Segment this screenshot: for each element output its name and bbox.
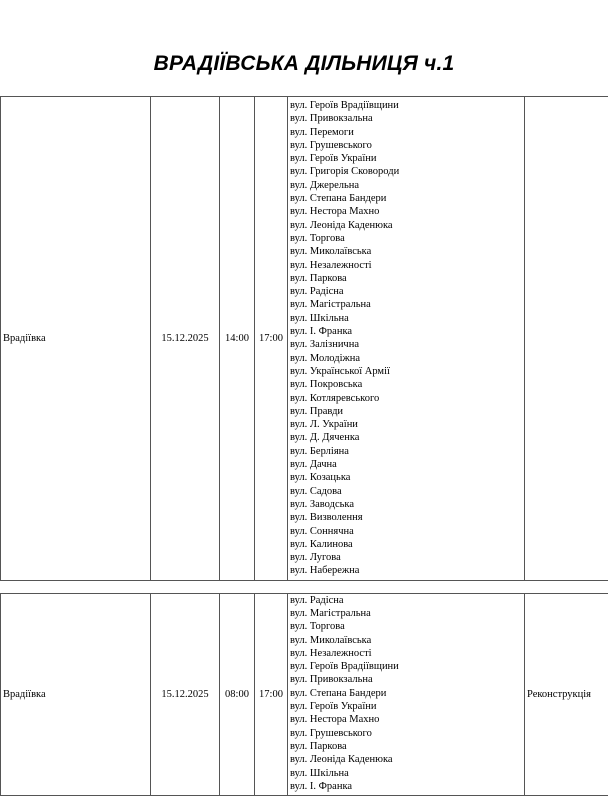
time-from-cell: 14:00 [220, 97, 255, 581]
street-name: вул. І. Франка [290, 326, 353, 338]
streets-cell [288, 593, 525, 795]
time-to-cell: 17:00 [255, 97, 288, 581]
date-cell: 15.12.2025 [151, 97, 220, 581]
street-name: вул. Шкільна [290, 312, 349, 324]
street-name: вул. Грушевського [290, 727, 372, 739]
street-name: вул. Торгова [290, 232, 345, 244]
street-name: вул. Правди [290, 405, 344, 417]
street-name: вул. Нестора Махно [290, 714, 380, 726]
street-name: вул. Паркова [290, 272, 347, 284]
street-name: вул. Степана Бандери [290, 193, 387, 205]
street-name: вул. Грушевського [290, 139, 372, 151]
street-name: вул. Леоніда Каденюка [290, 754, 393, 766]
street-name: вул. Д. Дяченка [290, 432, 360, 444]
document-title: ВРАДІЇВСЬКА ДІЛЬНИЦЯ ч.1 [153, 52, 455, 75]
row-gap [1, 580, 608, 593]
street-name: вул. Миколаївська [290, 634, 372, 646]
street-name: вул. Паркова [290, 740, 347, 752]
time-to-cell: 17:00 [255, 593, 288, 795]
street-name: вул. Набережна [290, 565, 360, 577]
street-name: вул. Берліяна [290, 445, 349, 457]
street-name: вул. Незалежності [290, 647, 372, 659]
street-name: вул. Калинова [290, 538, 353, 550]
street-name: вул. Леоніда Каденюка [290, 219, 393, 231]
date-cell: 15.12.2025 [151, 593, 220, 795]
street-name: вул. Перемоги [290, 126, 354, 138]
reason-cell [525, 97, 608, 581]
street-name: вул. Молодіжна [290, 352, 361, 364]
table-row [1, 97, 608, 581]
street-name: вул. Нестора Махно [290, 206, 380, 218]
outage-schedule-table [0, 96, 608, 796]
street-name: вул. Соннячна [290, 525, 354, 537]
locality-cell: Врадіївка [1, 97, 151, 581]
street-name: вул. Героїв Врадіївщини [290, 661, 399, 673]
street-name: вул. Привокзальна [290, 674, 373, 686]
locality-cell: Врадіївка [1, 593, 151, 795]
street-name: вул. Залізнична [290, 339, 359, 351]
street-name: вул. Магістральна [290, 299, 371, 311]
street-name: вул. Української Армії [290, 365, 390, 377]
street-name: вул. І. Франка [290, 780, 353, 792]
street-name: вул. Джерельна [290, 179, 360, 191]
street-name: вул. Незалежності [290, 259, 372, 271]
street-list [290, 99, 522, 578]
streets-cell [288, 97, 525, 581]
street-name: вул. Магістральна [290, 607, 371, 619]
street-name: вул. Садова [290, 485, 342, 497]
street-name: вул. Заводська [290, 498, 355, 510]
street-name: вул. Л. України [290, 419, 358, 431]
street-name: вул. Лугова [290, 552, 341, 564]
street-name: вул. Героїв Врадіївщини [290, 100, 399, 111]
table-row [1, 593, 608, 795]
street-name: вул. Радісна [290, 594, 344, 606]
street-name: вул. Шкільна [290, 767, 349, 779]
street-name: вул. Степана Бандери [290, 687, 387, 699]
street-name: вул. Радісна [290, 286, 344, 298]
time-from-cell: 08:00 [220, 593, 255, 795]
street-name: вул. Героїв України [290, 701, 377, 713]
street-name: вул. Григорія Сковороди [290, 166, 400, 178]
street-name: вул. Привокзальна [290, 113, 373, 125]
street-name: вул. Миколаївська [290, 246, 372, 258]
reason-cell: Реконструкція [525, 593, 608, 795]
street-name: вул. Героїв України [290, 153, 377, 165]
street-name: вул. Козацька [290, 472, 351, 484]
street-name: вул. Покровська [290, 379, 363, 391]
street-name: вул. Котляревського [290, 392, 380, 404]
street-name: вул. Торгова [290, 621, 345, 633]
street-list [290, 594, 522, 793]
street-name: вул. Визволення [290, 512, 363, 524]
street-name: вул. Дачна [290, 459, 337, 471]
